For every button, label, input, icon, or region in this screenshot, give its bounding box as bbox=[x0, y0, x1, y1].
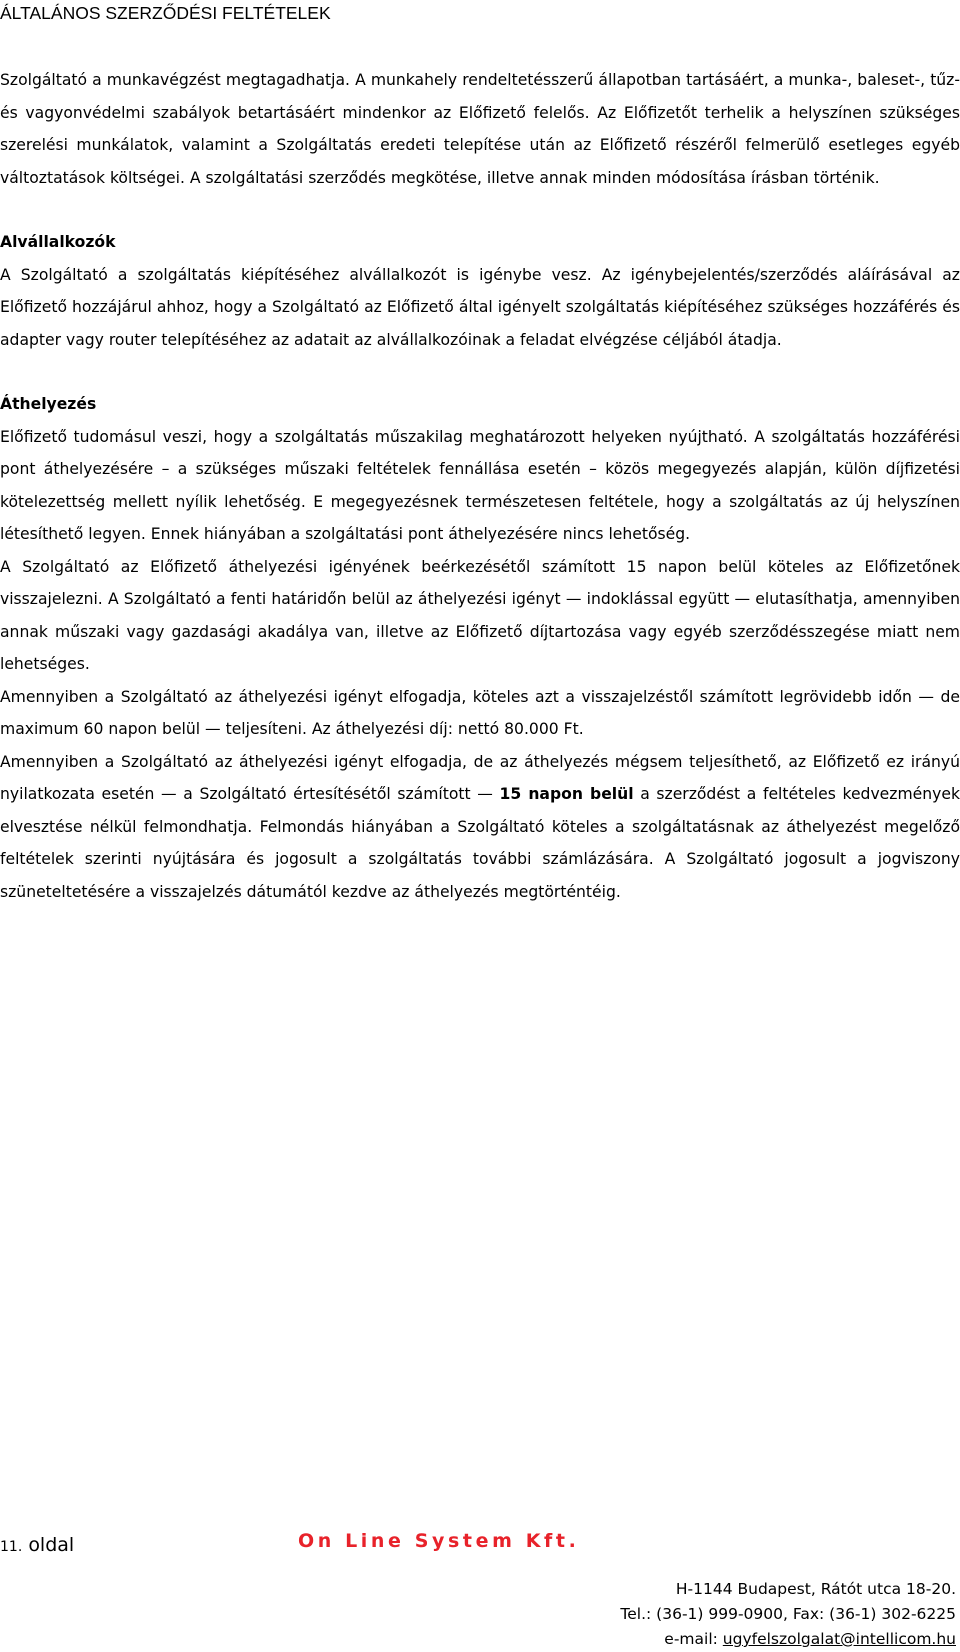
company-email-line bbox=[456, 1627, 956, 1652]
section-spacer bbox=[0, 356, 960, 388]
company-name: On Line System Kft. bbox=[298, 1530, 580, 1552]
section-spacer bbox=[0, 194, 960, 226]
intro-paragraph-part-2: Előfizetőt terhelik a helyszínen szükséges szerelési munkálatok, valamint a Szolgáltatás eredeti telepítése után az Előfizető részéről felmerülő esetleges egyéb változtatások költségei. A szolgáltatási szerződés megkötése, illetve annak minden módosítása írásban történik. bbox=[0, 103, 960, 187]
athelyezes-paragraph-2: A Szolgáltató az Előfizető áthelyezési igényének beérkezésétől számított 15 napon belül köteles az Előfizetőnek visszajelezni. A Szolgáltató a fenti határidőn belül az áthelyezési igényt — indoklással együtt — elutasíthatja, amennyiben annak műszaki vagy gazdasági akadálya van, illetve az Előfizető díjtartozása vagy egyéb szerződésszegése miatt nem lehetséges. bbox=[0, 557, 960, 673]
company-contact bbox=[456, 1577, 956, 1652]
company-address: H-1144 Budapest, Rátót utca 18-20. bbox=[675, 1580, 956, 1598]
email-link[interactable]: ugyfelszolgalat@intellicom.hu bbox=[722, 1630, 956, 1648]
athelyezes-paragraph-4-part-2: a szerződést a feltételes kedvezmények elvesztése nélkül felmondhatja. Felmondás hiányában a Szolgáltató köteles a szolgáltatásnak az áthelyezést megelőző feltételek szerinti nyújtására és jogosult a szolgáltatás további számlázására. A Szolgáltató jogosult a jogviszony szüneteltetésére a visszajelzés dátumától kezdve az áthelyezés megtörténtéig. bbox=[0, 785, 960, 901]
section-heading-athelyezes: Áthelyezés bbox=[0, 395, 97, 413]
athelyezes-paragraph-3: Amennyiben a Szolgáltató az áthelyezési igényt elfogadja, köteles azt a visszajelzéstől számított legrövidebb időn — de maximum 60 napon belül — teljesíteni. Az áthelyezési díj: nettó 80.000 Ft. bbox=[0, 687, 960, 738]
deadline-emphasis: 15 napon belül bbox=[499, 785, 634, 803]
intro-paragraph-part-1: Szolgáltató a munkavégzést megtagadhatja. A munkahely rendeltetésszerű állapotban tartásáért, a munka-, baleset-, tűz- és vagyonvédelmi szabályok betartásáért mindenkor az Előfizető felelős. Az bbox=[0, 71, 960, 122]
page-header-title: ÁLTALÁNOS SZERZŐDÉSI FELTÉTELEK bbox=[0, 3, 331, 23]
email-label: e-mail: bbox=[664, 1630, 723, 1648]
athelyezes-paragraph-4 bbox=[0, 746, 960, 909]
document-body bbox=[0, 64, 960, 908]
page-number bbox=[0, 1534, 74, 1556]
company-phone-fax: Tel.: (36-1) 999-0900, Fax: (36-1) 302-6225 bbox=[620, 1605, 956, 1623]
intro-paragraph bbox=[0, 64, 960, 194]
page-number-value: 11. bbox=[0, 1539, 23, 1555]
page-number-label: oldal bbox=[28, 1534, 75, 1556]
section-heading-alvallalkozok: Alvállalkozók bbox=[0, 233, 116, 251]
alvallalkozok-paragraph: A Szolgáltató a szolgáltatás kiépítéséhez alvállalkozót is igénybe vesz. Az igénybejelentés/szerződés aláírásával az Előfizető hozzájárul ahhoz, hogy a Szolgáltató az Előfizető által igényelt szolgáltatás kiépítéséhez szükséges hozzáférés és adapter vagy router telepítéséhez az adatait az alvállalkozóinak a feladat elvégzése céljából átadja. bbox=[0, 265, 960, 349]
athelyezes-paragraph-1: Előfizető tudomásul veszi, hogy a szolgáltatás műszakilag meghatározott helyeken nyújtható. A szolgáltatás hozzáférési pont áthelyezésére – a szükséges műszaki feltételek fennállása esetén – közös megegyezés alapján, külön díjfizetési kötelezettség mellett nyílik lehetőség. E megegyezésnek természetesen feltétele, hogy a szolgáltatás az új helyszínen létesíthető legyen. Ennek hiányában a szolgáltatási pont áthelyezésére nincs lehetőség. bbox=[0, 427, 960, 543]
athelyezes-paragraph-4-part-1: Amennyiben a Szolgáltató az áthelyezési igényt elfogadja, de az áthelyezés mégsem teljesíthető, az Előfizető ez irányú nyilatkozata esetén — a Szolgáltató értesítésétől számított — bbox=[0, 752, 960, 803]
